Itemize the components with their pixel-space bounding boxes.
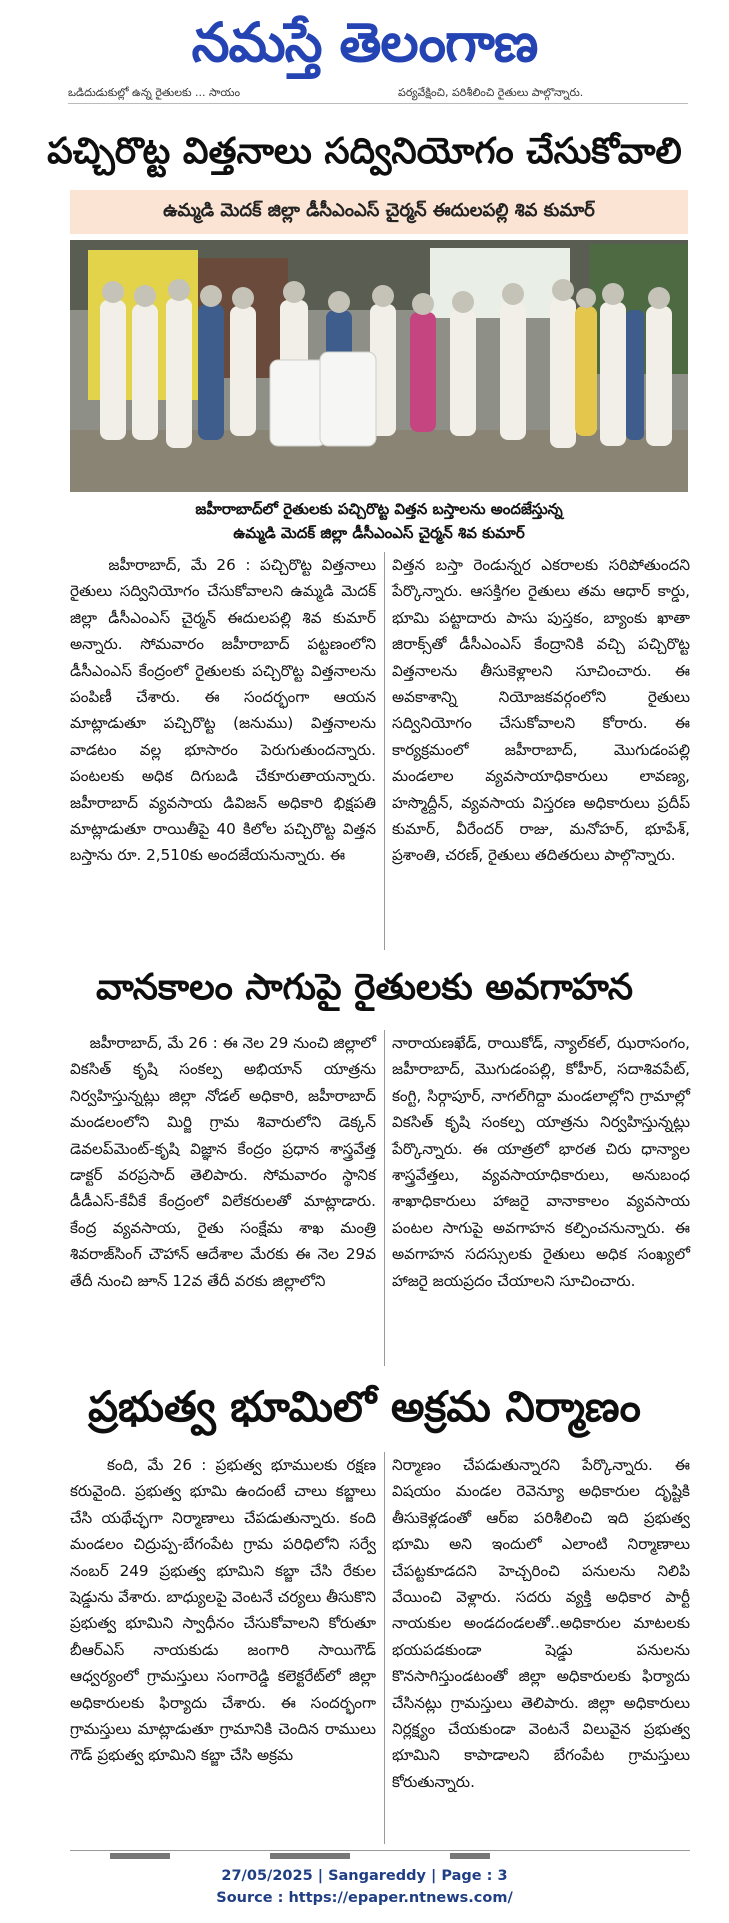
article2-body-left: జహీరాబాద్, మే 26 : ఈ నెల 29 నుంచి జిల్లాలో వికసిత్ కృషి సంకల్ప అభియాన్ యాత్రను నిర్వహిస్తున్నట్లు జిల్లా నోడల్ అధికారి, జహీరాబాద్ మండలంలోని మిర్జి గ్రామ శివారులోని డెక్కన్ డెవలప్‌మెంట్-కృషి విజ్ఞాన కేంద్రం ప్రధాన శాస్త్రవేత్త డాక్టర్ వరప్రసాద్ తెలిపారు. సోమవారం స్థానిక డీడీఎస్-కేవీకే కేంద్రంలో విలేకరులతో మాట్లాడారు. కేంద్ర వ్యవసాయ, రైతు సంక్షేమ శాఖ మంత్రి శివరాజ్‌సింగ్ చౌహాన్ ఆదేశాల మేరకు ఈ నెల 29వ తేదీ నుంచి జూన్ 12వ తేదీ వరకు జిల్లాలోని — [70, 1034, 381, 1290]
article1-headline: పచ్చిరొట్ట విత్తనాలు సద్వినియోగం చేసుకోవాలి — [47, 131, 682, 172]
caption-line-1: జహీరాబాద్‌లో రైతులకు పచ్చిరొట్ట విత్తన బస్తాలను అందజేస్తున్న — [195, 500, 563, 518]
cut-off-previous-article — [68, 86, 688, 104]
masthead-title: నమస్తే తెలంగాణ — [191, 11, 538, 74]
article3-column-left — [70, 1452, 381, 1844]
article3-column-right — [392, 1452, 695, 1844]
column-divider — [384, 1030, 385, 1366]
farmers-group-photo — [70, 240, 688, 492]
article2-headline: వానకాలం సాగుపై రైతులకు అవగాహన — [96, 967, 633, 1008]
newspaper-masthead — [0, 4, 729, 82]
article1-photo-caption — [70, 497, 688, 545]
article2-body-right: నారాయణఖేడ్, రాయికోడ్, న్యాల్‌కల్, ఝరాసంగం, జహీరాబాద్, మొగుడంపల్లి, కోహీర్, సదాశివపేట్, కంగ్టి, సిర్గాపూర్, నాగల్‌గిద్దా మండలాల్లోని గ్రామాల్లో వికసిత్ కృషి సంకల్ప యాత్రను నిర్వహిస్తున్నట్లు పేర్కొన్నారు. ఈ యాత్రలో భారత చిరు ధాన్యాల శాస్త్రవేత్తలు, వ్యవసాయాధికారులు, అనుబంధ శాఖాధికారులు హాజరై వానాకాలం వ్యవసాయ పంటల సాగుపై అవగాహన కల్పించనున్నారు. ఈ అవగాహన సదస్సులకు రైతులు అధిక సంఖ్యలో హాజరై జయప్రదం చేయాలని సూచించారు. — [392, 1034, 695, 1290]
cut-strip-left: ఒడిదుడుకుల్లో ఉన్న రైతులకు ... సాయం — [68, 86, 241, 99]
article1-subheadline: ఉమ్మడి మెదక్ జిల్లా డీసీఎంఎస్ చైర్మన్ ఈదులపల్లి శివ కుమార్ — [163, 199, 595, 221]
article2-column-right — [392, 1030, 695, 1366]
footer-edition-line: 27/05/2025 | Sangareddy | Page : 3 — [221, 1868, 508, 1884]
column-divider — [384, 552, 385, 950]
article3-body-left: కంది, మే 26 : ప్రభుత్వ భూములకు రక్షణ కరువైంది. ప్రభుత్వ భూమి ఉందంటే చాలు కబ్జాలు చేసి యథేచ్ఛగా నిర్మాణాలు చేపడుతున్నారు. కంది మండలం చిద్రుప్ప-బేగంపేట గ్రామ పరిధిలోని సర్వే నంబర్ 249 ప్రభుత్వ భూమిని కబ్జా చేసి రేకుల షెడ్డును వేశారు. బాధ్యులపై వెంటనే చర్యలు తీసుకొని ప్రభుత్వ భూమిని స్వాధీనం చేసుకోవాలని కోరుతూ బీఆర్‌ఎస్ నాయకుడు జంగారి సాయిగౌడ్ ఆధ్వర్యంలో గ్రామస్తులు సంగారెడ్డి కలెక్టరేట్‌లో జిల్లా అధికారులకు ఫిర్యాదు చేశారు. ఈ సందర్భంగా గ్రామస్తులు మాట్లాడుతూ గ్రామానికి చెందిన రాములు గౌడ్ ప్రభుత్వ భూమిని కబ్జా చేసి అక్రమ — [70, 1456, 381, 1765]
cut-strip-right: పర్యవేక్షించి, పరిశీలించి రైతులు పాల్గొన్నారు. — [398, 86, 584, 99]
column-divider — [384, 1452, 385, 1844]
article1-subheadline-band — [70, 190, 688, 234]
article3-headline: ప్రభుత్వ భూమిలో అక్రమ నిర్మాణం — [88, 1382, 641, 1431]
article1-column-left — [70, 552, 381, 950]
article1-body-left: జహీరాబాద్, మే 26 : పచ్చిరొట్ట విత్తనాలు రైతులు సద్వినియోగం చేసుకోవాలని ఉమ్మడి మెదక్ జిల్లా డీసీఎంఎస్ చైర్మన్ ఈదులపల్లి శివ కుమార్ అన్నారు. సోమవారం జహీరాబాద్ పట్టణంలోని డీసీఎంఎస్ కేంద్రంలో రైతులకు పచ్చిరొట్ట విత్తనాలను పంపిణీ చేశారు. ఈ సందర్భంగా ఆయన మాట్లాడుతూ పచ్చిరొట్ట (జనుము) విత్తనాలను వాడటం వల్ల భూసారం పెరుగుతుందన్నారు. పంటలకు అధిక దిగుబడి చేకూరుతాయన్నారు. జహీరాబాద్ వ్యవసాయ డివిజన్ అధికారి భిక్షపతి మాట్లాడుతూ రాయితీపై 40 కిలోల పచ్చిరొట్ట విత్తన బస్తాను రూ. 2,510కు అందజేయనున్నారు. ఈ — [70, 556, 381, 865]
article2-column-left — [70, 1030, 381, 1366]
cut-off-next-article — [70, 1850, 690, 1864]
article1-photo — [70, 240, 688, 492]
footer-source-line: Source : https://epaper.ntnews.com/ — [216, 1890, 513, 1906]
article1-column-right — [392, 552, 695, 950]
caption-line-2: ఉమ్మడి మెదక్ జిల్లా డీసీఎంఎస్ చైర్మన్ శివ కుమార్ — [233, 524, 525, 542]
article1-body-right: విత్తన బస్తా రెండున్నర ఎకరాలకు సరిపోతుందని పేర్కొన్నారు. ఆసక్తిగల రైతులు తమ ఆధార్ కార్డు, భూమి పట్టాదారు పాసు పుస్తకం, బ్యాంకు ఖాతా జిరాక్స్‌తో డీసీఎంఎస్ కేంద్రానికి వచ్చి పచ్చిరొట్ట విత్తనాలను తీసుకెళ్లాలని సూచించారు. ఈ అవకాశాన్ని నియోజకవర్గంలోని రైతులు సద్వినియోగం చేసుకోవాలని కోరారు. ఈ కార్యక్రమంలో జహీరాబాద్, మొగుడంపల్లి మండలాల వ్యవసాయాధికారులు లావణ్య, హస్మొద్దీన్, వ్యవసాయ విస్తరణ అధికారులు ప్రదీప్ కుమార్, వీరేందర్ రాజు, మనోహర్, భూపేశ్, ప్రశాంతి, చరణ్, రైతులు తదితరులు పాల్గొన్నారు. — [392, 556, 695, 865]
article3-body-right: నిర్మాణం చేపడుతున్నారని పేర్కొన్నారు. ఈ విషయం మండల రెవెన్యూ అధికారుల దృష్టికి తీసుకెళ్లడంతో ఆర్‌ఐ పరిశీలించి ఇది ప్రభుత్వ భూమి అని ఇందులో ఎలాంటి నిర్మాణాలు చేపట్టకూడదని హెచ్చరించి పనులను నిలిపి వేయించి వెళ్లారు. సదరు వ్యక్తి అధికార పార్టీ నాయకుల అండదండలతో..అధికారుల మాటలకు భయపడకుండా షెడ్డు పనులను కొనసాగిస్తుండటంతో జిల్లా అధికారులకు ఫిర్యాదు చేసినట్లు గ్రామస్తులు తెలిపారు. జిల్లా అధికారులు నిర్లక్ష్యం చేయకుండా వెంటనే విలువైన ప్రభుత్వ భూమిని కాపాడాలని బేగంపేట గ్రామస్తులు కోరుతున్నారు. — [392, 1456, 695, 1791]
